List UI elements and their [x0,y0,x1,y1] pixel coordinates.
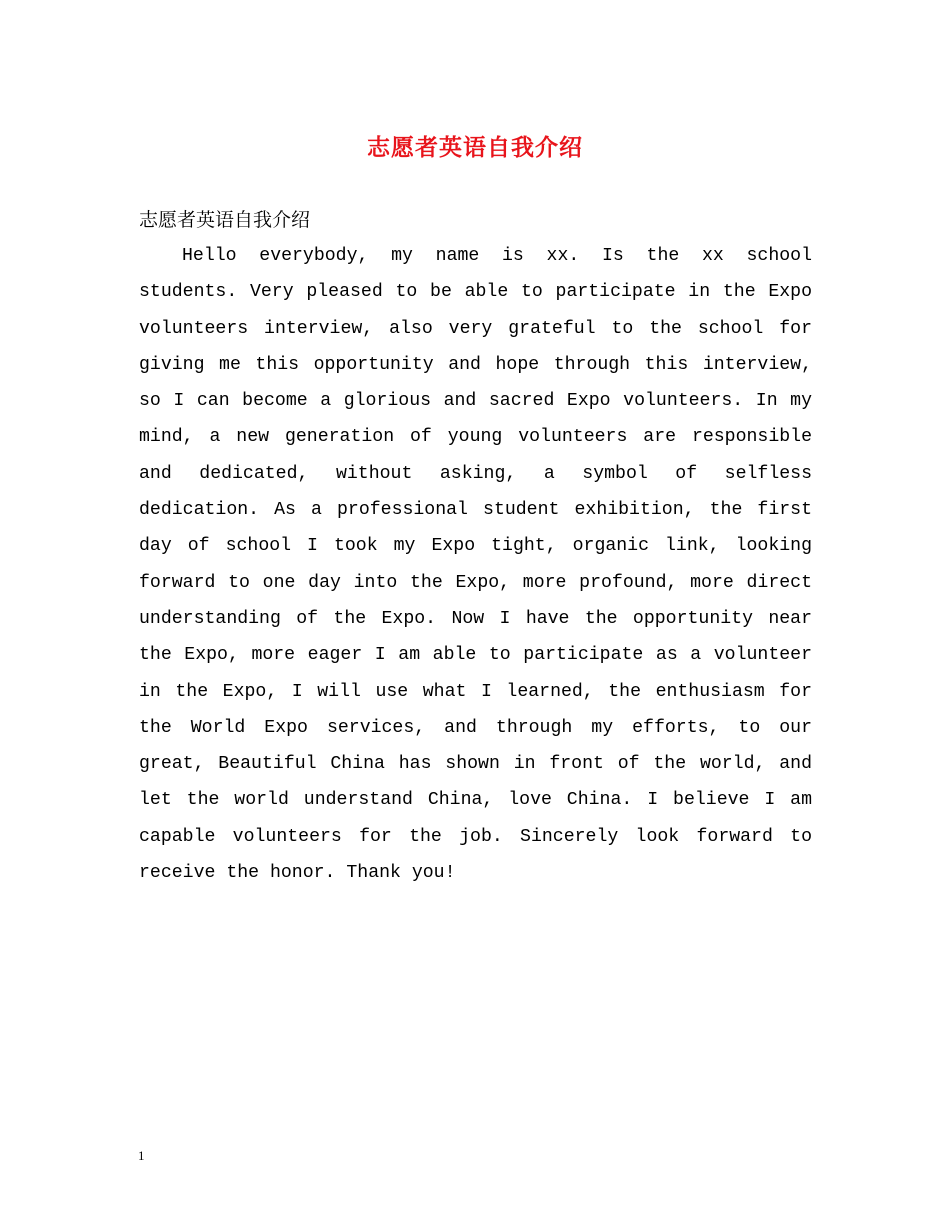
document-subtitle: 志愿者英语自我介绍 [139,209,311,231]
page-number: 1 [138,1148,145,1163]
body-paragraph: Hello everybody, my name is xx. Is the xx school students. Very pleased to be able to participate in the Expo volunteers interview, also very grateful to the school for giving me this opportunity and hope through this interview, so I can become a glorious and sacred Expo volunteers. In my mind, a new generation of young volunteers are responsible and dedicated, without asking, a symbol of selfless dedication. As a professional student exhibition, the first day of school I took my Expo tight, organic link, looking forward to one day into the Expo, more profound, more direct understanding of the Expo. Now I have the opportunity near the Expo, more eager I am able to participate as a volunteer in the Expo, I will use what I learned, the enthusiasm for the World Expo services, and through my efforts, to our great, Beautiful China has shown in front of the world, and let the world understand China, love China. I believe I am capable volunteers for the job. Sincerely look forward to receive the honor. Thank you! [139,246,812,884]
document-title: 志愿者英语自我介绍 [367,135,583,161]
